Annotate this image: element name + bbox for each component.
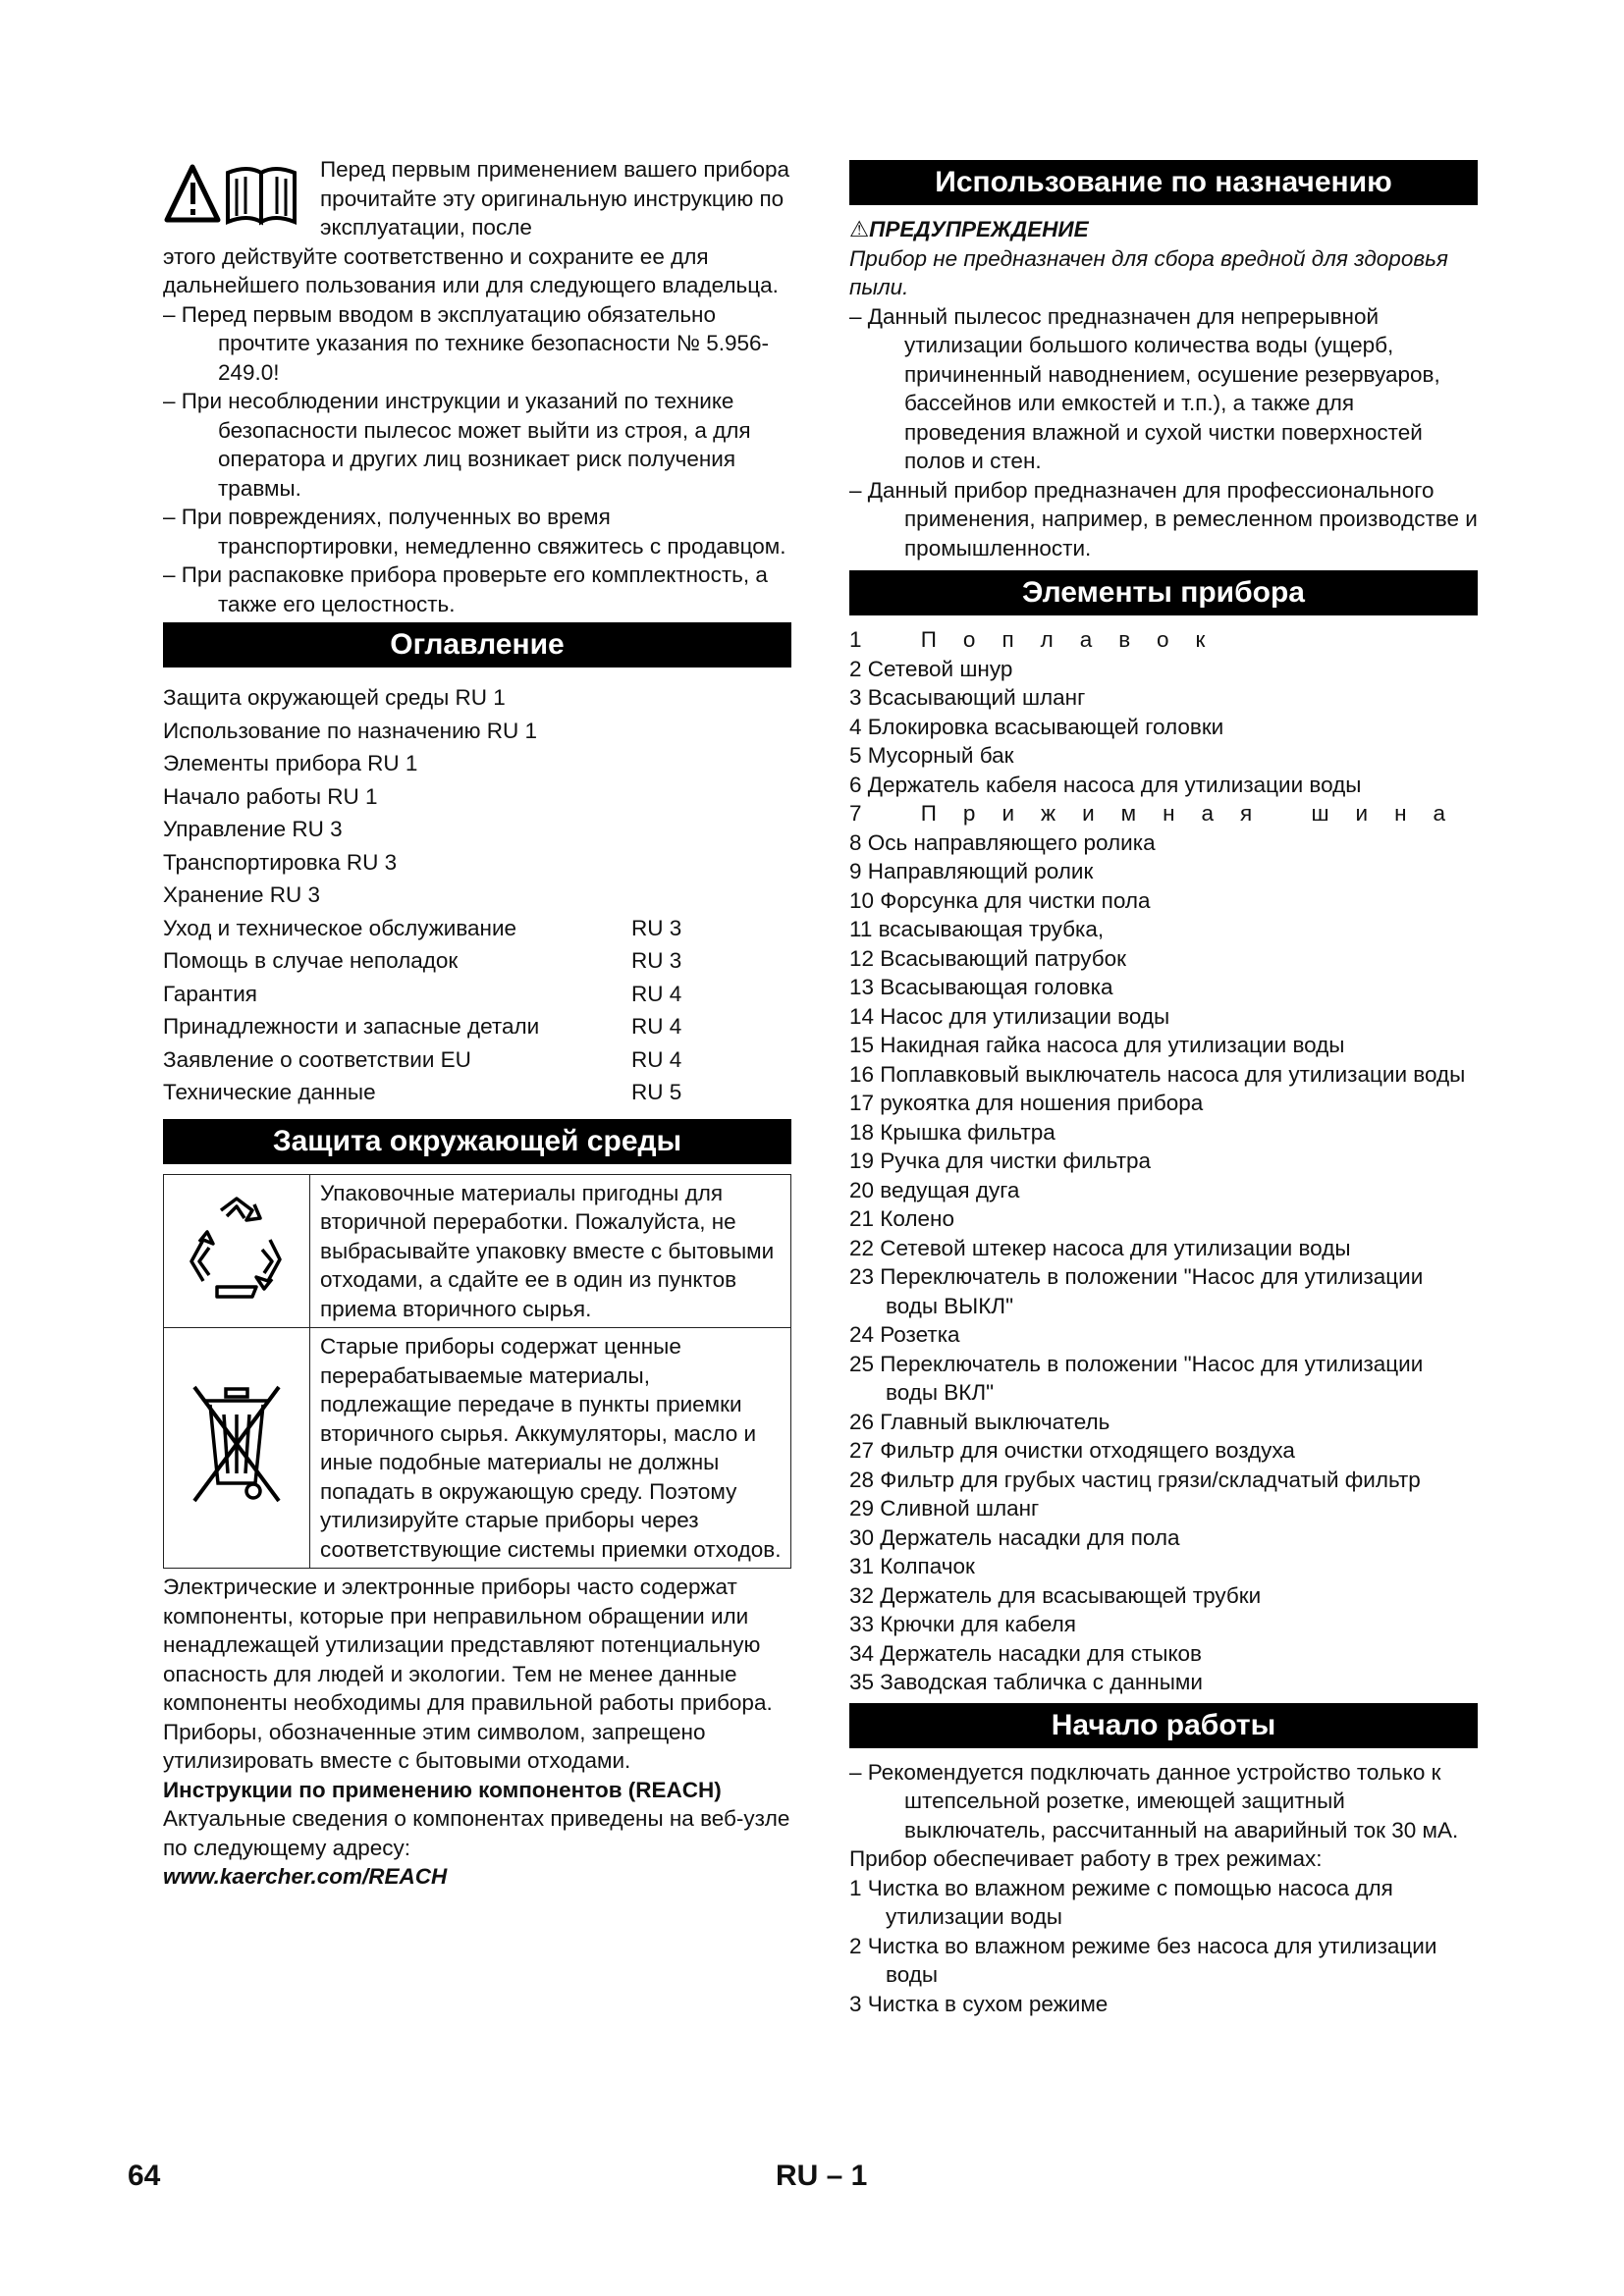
toc-item	[163, 1076, 791, 1109]
element-item: 32 Держатель для всасывающей трубки	[849, 1582, 1262, 1608]
element-item: 18 Крышка фильтра	[849, 1119, 1056, 1145]
element-item: 11 всасывающая трубка,	[849, 917, 1105, 941]
warning-title	[849, 215, 1478, 244]
element-item: 33 Крючки для кабеля	[849, 1612, 1076, 1636]
intro-item: – Перед первым вводом в эксплуатацию обязательно прочтите указания по технике безопасности № 5.956-249.0!	[163, 301, 770, 385]
element-item: 20 ведущая дуга	[849, 1177, 1020, 1202]
element-item: 10 Форсунка для чистки пола	[849, 887, 1151, 913]
element-item: 1 Поплавок	[849, 627, 1232, 652]
element-item: 25 Переключатель в положении "Насос для утилизации воды ВКЛ"	[849, 1351, 1424, 1405]
element-item: 30 Держатель насадки для пола	[849, 1524, 1180, 1550]
start-heading: Начало работы	[849, 1703, 1478, 1748]
element-item: 7 Прижимная шина	[849, 801, 1473, 826]
old-devices-text: Старые приборы содержат ценные перерабатываемые материалы, подлежащие передаче в пункты приемки вторичного сырья. Аккумуляторы, масло и иные подобные материалы не должны попадать в окружающую среду. Поэтому утилизируйте старые приборы через соответствующие системы приемки отходов.	[310, 1328, 791, 1569]
toc-item-title: Защита окружающей среды RU 1	[163, 685, 506, 710]
intro-item: – При распаковке прибора проверьте его комплектность, а также его целостность.	[163, 562, 768, 616]
mode-item: 2 Чистка во влажном режиме без насоса для утилизации воды	[849, 1933, 1437, 1987]
toc-item-title: Элементы прибора RU 1	[163, 751, 418, 775]
weee-icon-cell	[164, 1328, 310, 1569]
element-item: 28 Фильтр для грубых частиц грязи/складчатый фильтр	[849, 1467, 1421, 1492]
table-row	[164, 1174, 791, 1328]
element-item: 29 Сливной шланг	[849, 1496, 1040, 1521]
warning-triangle-icon: ⚠	[849, 217, 870, 241]
toc-item-title: Управление RU 3	[163, 817, 343, 841]
element-item: 27 Фильтр для очистки отходящего воздуха	[849, 1438, 1295, 1463]
toc-item-title: Гарантия	[163, 981, 257, 1006]
reach-heading: Инструкции по применению компонентов (REACH)	[163, 1777, 722, 1802]
element-item: 17 рукоятка для ношения прибора	[849, 1091, 1204, 1115]
toc-item-page: RU 3	[631, 915, 682, 940]
toc-item-title: Принадлежности и запасные детали	[163, 1014, 540, 1039]
element-item: 15 Накидная гайка насоса для утилизации воды	[849, 1033, 1345, 1057]
toc-item	[163, 944, 791, 978]
element-item: 8 Ось направляющего ролика	[849, 829, 1156, 855]
element-item: 26 Главный выключатель	[849, 1409, 1110, 1434]
toc-item-title: Хранение RU 3	[163, 882, 320, 907]
right-column	[849, 155, 1478, 2018]
toc-item	[163, 1043, 791, 1077]
element-item: 22 Сетевой штекер насоса для утилизации воды	[849, 1235, 1351, 1260]
crossed-bin-icon	[183, 1375, 291, 1513]
warning-text: Прибор не предназначен для сбора вредной для здоровья пыли.	[849, 245, 1448, 299]
toc-item-page: RU 4	[631, 981, 682, 1006]
toc-item-title: Помощь в случае неполадок	[163, 948, 459, 973]
toc-item-title: Начало работы RU 1	[163, 783, 378, 809]
element-item: 14 Насос для утилизации воды	[849, 1003, 1170, 1029]
element-item: 3 Всасывающий шланг	[849, 685, 1086, 710]
toc-item	[163, 912, 791, 945]
toc-item	[163, 846, 791, 880]
start-dash-item: – Рекомендуется подключать данное устройство только к штепсельной розетке, имеющей защитный выключатель, рассчитанный на аварийный ток 30 мА.	[849, 1759, 1459, 1842]
electrical-text: Электрические и электронные приборы часто содержат компоненты, которые при неправильном обращении или ненадлежащей утилизации представляют потенциальную опасность для людей и экологии. Тем не менее данные компоненты необходимы для правильной работы прибора. Приборы, обозначенные этим символом, запрещено утилизировать вместе с бытовыми отходами.	[163, 1575, 773, 1773]
element-item: 6 Держатель кабеля насоса для утилизации воды	[849, 772, 1362, 797]
toc-item-title: Заявление о соответствии EU	[163, 1046, 471, 1072]
environment-table	[163, 1174, 791, 1570]
element-item: 4 Блокировка всасывающей головки	[849, 714, 1224, 739]
mode-item: 3 Чистка в сухом режиме	[849, 1991, 1109, 2016]
recycle-icon	[178, 1189, 296, 1307]
intro-block	[163, 155, 791, 242]
environment-heading: Защита окружающей среды	[163, 1119, 791, 1164]
intro-item: – При повреждениях, полученных во время транспортировки, немедленно свяжитесь с продавцом.	[163, 505, 786, 559]
toc-item	[163, 978, 791, 1011]
element-item: 24 Розетка	[849, 1322, 960, 1347]
element-item: 19 Ручка для чистки фильтра	[849, 1148, 1152, 1173]
element-item: 31 Колпачок	[849, 1554, 975, 1578]
element-item: 9 Направляющий ролик	[849, 859, 1094, 883]
recycle-icon-cell	[164, 1174, 310, 1328]
toc-item-title: Уход и техническое обслуживание	[163, 915, 517, 940]
toc-item	[163, 780, 791, 814]
reach-url: www.kaercher.com/REACH	[163, 1864, 448, 1889]
mode-item: 1 Чистка во влажном режиме с помощью насоса для утилизации воды	[849, 1875, 1393, 1929]
toc-item	[163, 715, 791, 748]
table-row	[164, 1328, 791, 1569]
page-label: RU – 1	[776, 2160, 868, 2192]
toc-item-title: Технические данные	[163, 1080, 376, 1104]
toc-item-title: Транспортировка RU 3	[163, 849, 398, 875]
intro-rest-text: этого действуйте соответственно и сохраните ее для дальнейшего пользования или для следующего владельца.	[163, 243, 779, 297]
packaging-text: Упаковочные материалы пригодны для вторичной переработки. Пожалуйста, не выбрасывайте упаковку вместе с бытовыми отходами, а сдайте ее в один из пунктов приема вторичного сырья.	[310, 1174, 791, 1328]
toc-item-page: RU 4	[631, 1014, 682, 1039]
page-number: 64	[128, 2160, 161, 2192]
toc-item	[163, 747, 791, 780]
usage-item: – Данный пылесос предназначен для непрерывной утилизации большого количества воды (ущерб, причиненный наводнением, осушение резервуаров, бассейнов или емкостей и т.п.), а также для проведения влажной и сухой чистки поверхностей полов и стен.	[849, 303, 1440, 473]
element-item: 5 Мусорный бак	[849, 743, 1014, 768]
elements-heading: Элементы прибора	[849, 570, 1478, 615]
toc-item-title: Использование по назначению RU 1	[163, 718, 538, 743]
warning-title-text: ПРЕДУПРЕЖДЕНИЕ	[869, 217, 1089, 241]
element-item: 12 Всасывающий патрубок	[849, 945, 1126, 971]
element-item: 21 Колено	[849, 1206, 954, 1231]
toc-heading: Оглавление	[163, 622, 791, 667]
toc-item-page: RU 5	[631, 1080, 682, 1104]
usage-heading: Использование по назначению	[849, 160, 1478, 205]
intro-first-text: Перед первым применением вашего прибора прочитайте эту оригинальную инструкцию по эксплуатации, после	[320, 157, 790, 240]
toc-list	[163, 681, 791, 1109]
warning-manual-icon	[163, 159, 320, 228]
toc-item	[163, 1010, 791, 1043]
toc-item	[163, 813, 791, 846]
element-item: 35 Заводская табличка с данными	[849, 1670, 1203, 1694]
toc-item	[163, 879, 791, 912]
toc-item-page: RU 3	[631, 948, 682, 973]
usage-item: – Данный прибор предназначен для профессионального применения, например, в ремесленном производстве и промышленности.	[849, 477, 1478, 561]
element-item: 13 Всасывающая головка	[849, 975, 1113, 999]
element-item: 16 Поплавковый выключатель насоса для утилизации воды	[849, 1061, 1466, 1087]
toc-item	[163, 681, 791, 715]
element-item: 34 Держатель насадки для стыков	[849, 1640, 1203, 1666]
reach-text: Актуальные сведения о компонентах приведены на веб-узле по следующему адресу:	[163, 1806, 790, 1860]
element-item: 23 Переключатель в положении "Насос для утилизации воды ВЫКЛ"	[849, 1264, 1424, 1318]
element-item: 2 Сетевой шнур	[849, 656, 1013, 681]
intro-item: – При несоблюдении инструкции и указаний по технике безопасности пылесос может выйти из строя, а для оператора и других лиц возникает риск получения травмы.	[163, 389, 751, 501]
modes-intro: Прибор обеспечивает работу в трех режимах:	[849, 1846, 1323, 1871]
left-column	[163, 155, 791, 1892]
toc-item-page: RU 4	[631, 1046, 682, 1072]
